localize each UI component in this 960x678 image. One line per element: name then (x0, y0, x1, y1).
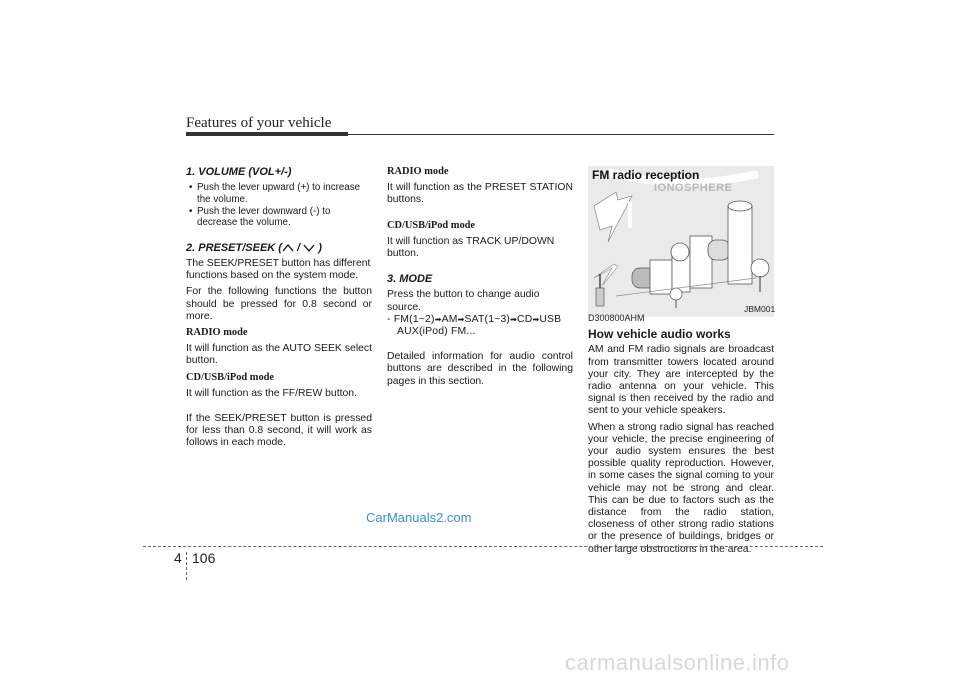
mode-sequence (387, 314, 573, 338)
cd-mode-text: It will function as TRACK UP/DOWN button. (387, 235, 555, 260)
audio-para-1: AM and FM radio signals are broadcast from transmitter towers located around your city. They are intercepted by the radio antenna on your vehicle. This signal is then received by the radio and sent to your vehicle speakers. (588, 344, 774, 417)
section-number: 4 (174, 550, 182, 566)
page-number: 106 (192, 550, 216, 566)
chevron-up-icon (282, 244, 294, 252)
seek-para-3: If the SEEK/PRESET button is pressed for less than 0.8 second, it will work as follows in each mode. (186, 413, 372, 449)
figure-code: JBM001 (744, 304, 776, 314)
audio-heading: How vehicle audio works (588, 327, 731, 342)
seq-item: AM (441, 313, 458, 325)
watermark-link[interactable]: CarManuals2.com (366, 510, 472, 525)
ionosphere-label: IONOSPHERE (654, 182, 733, 194)
bullet-item: • Push the lever upward (+) to increase the volume. (189, 182, 361, 205)
footer-rule (143, 546, 823, 547)
preset-heading-suffix: ) (315, 241, 322, 254)
volume-heading: 1. VOLUME (VOL+/-) (186, 166, 292, 178)
audio-para-2: When a strong radio signal has reached your vehicle, the precise engineering of your audio system ensures the best possible quality reproduction. However, in some cases the signal coming to your vehicle may not be strong and clear. This can be due to factors such as the distance from the radio station, closeness of other strong radio stations or the presence of buildings, bridges or other large obstructions in the area. (588, 421, 774, 555)
column-2 (387, 166, 573, 392)
page-header-title: Features of your vehicle (186, 115, 332, 131)
seq-line-2: AUX(iPod) FM... (397, 326, 476, 338)
cd-mode-heading: CD/USB/iPod mode (387, 219, 476, 231)
column-1 (186, 166, 372, 454)
seq-item: CD (517, 313, 533, 325)
seek-para-1: The SEEK/PRESET button has different functions based on the system mode. (186, 258, 371, 282)
section-code: D300800AHM (588, 313, 645, 323)
arrow-right-icon: ➡ (532, 314, 540, 324)
seek-para-2: For the following functions the button should be pressed for 0.8 second or more. (186, 286, 372, 322)
arrow-right-icon: ➡ (457, 314, 465, 324)
arrow-right-icon: ➡ (434, 314, 442, 324)
radio-mode-heading: RADIO mode (186, 327, 248, 339)
bullet-item: • Push the lever downward (-) to decrease the volume. (189, 206, 331, 229)
seq-prefix: - (387, 313, 394, 325)
cd-mode-heading: CD/USB/iPod mode (186, 371, 275, 383)
column-3 (588, 312, 774, 560)
site-watermark: carmanualsonline.info (565, 650, 790, 675)
preset-heading-prefix: 2. PRESET/SEEK ( (186, 241, 282, 254)
mode-heading: 3. MODE (387, 273, 433, 286)
bullet-text: Push the lever upward (+) to increase the volume. (197, 182, 361, 205)
detail-text: Detailed information for audio control buttons are described in the following pages in this section. (387, 351, 573, 387)
cd-mode-text: It will function as the FF/REW button. (186, 387, 357, 399)
arrow-right-icon: ➡ (510, 314, 518, 324)
seq-item: USB (539, 313, 562, 325)
volume-bullets (186, 182, 372, 229)
header-rule (186, 134, 774, 135)
bullet-text: Push the lever downward (-) to decrease the volume. (197, 206, 331, 229)
preset-seek-heading (186, 242, 372, 254)
footer-tick (186, 552, 187, 580)
figure-title: FM radio reception (592, 168, 700, 182)
preset-heading-separator: / (293, 241, 304, 254)
radio-mode-text: It will function as the PRESET STATION buttons. (387, 182, 573, 206)
radio-mode-heading: RADIO mode (387, 166, 449, 177)
chevron-down-icon (303, 244, 315, 252)
seq-item: FM(1~2) (393, 313, 435, 325)
mode-text: Press the button to change audio source. (387, 289, 540, 313)
seq-item: SAT(1~3) (464, 313, 511, 325)
radio-mode-text: It will function as the AUTO SEEK select button. (186, 343, 372, 367)
